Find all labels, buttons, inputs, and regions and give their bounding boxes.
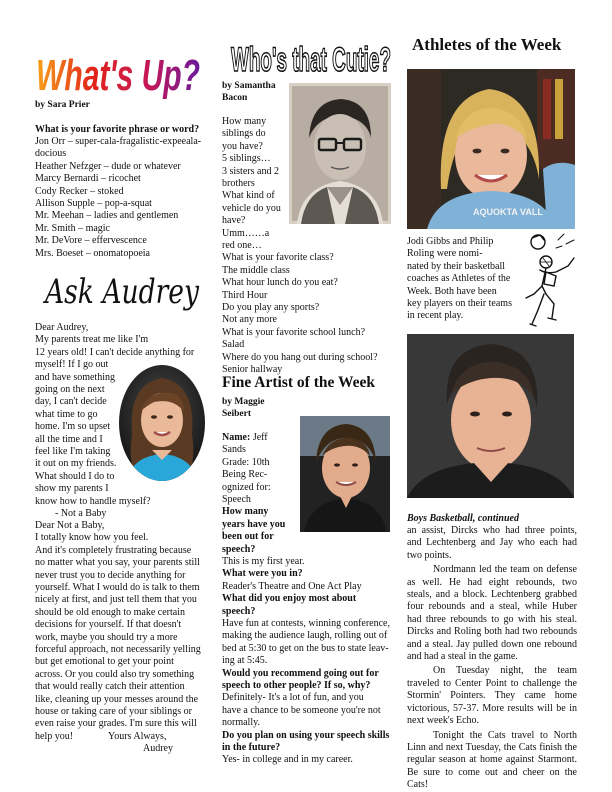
basketball-paragraph: an assist, Dircks who had three points, and Lechtenberg and Jay who each had two points. bbox=[407, 525, 577, 561]
letter-line: 12 years old! I can't decide anything for bbox=[35, 346, 195, 358]
letter-line: feel like I'm taking bbox=[35, 446, 111, 457]
answer-line: Mr. Meehan – ladies and gentlemen bbox=[35, 210, 179, 222]
fine-artist-line: This is my first year. bbox=[222, 556, 305, 567]
reply-line: house or taking care of your siblings or bbox=[35, 706, 192, 717]
cutie-byline-2: Bacon bbox=[222, 93, 248, 103]
fine-artist-line: Being Rec- bbox=[222, 469, 268, 481]
reply-line: even raise your grades. I'm sure this will bbox=[35, 718, 197, 730]
fine-artist-line: Reader's Theatre and One Act Play bbox=[222, 580, 362, 592]
fine-artist-line: Yes- in college and in my career. bbox=[222, 754, 353, 766]
reply-line: should be old enough to make certain bbox=[35, 606, 185, 618]
caption-line: nated by their basketball bbox=[407, 260, 506, 272]
reply-line: but get emotional to get your point bbox=[35, 656, 174, 668]
cutie-title-art bbox=[229, 33, 394, 81]
cutie-line: Third Hour bbox=[222, 289, 268, 301]
letter-line: My parents treat me like I'm bbox=[35, 334, 149, 346]
letter-line: myself! If I go out bbox=[35, 359, 109, 371]
letter-line: going on the next bbox=[35, 384, 105, 395]
reply-line: nicely at first, and just tell them that you bbox=[35, 594, 197, 606]
answer-line: Mr. Smith – magic bbox=[35, 222, 110, 234]
caption-line: in recent play. bbox=[407, 310, 464, 322]
fine-artist-line: Grade: 10th bbox=[222, 456, 270, 468]
fine-artist-line: ing at 5:45. bbox=[222, 655, 268, 667]
letter-line: home. I'm so upset bbox=[35, 421, 111, 433]
cutie-title: Who's that Cutie? bbox=[231, 41, 391, 79]
answer-line: Heather Nefzger – dude or whatever bbox=[35, 160, 181, 172]
letter-line: and have something bbox=[35, 371, 115, 383]
basketball-paragraph: Nordmann led the team on defense as well. He had eight rebounds, two steals, and a block. Lechtenberg grabbed four rebounds and a steal, while Huber had three rebounds to go with his steal. Dircks and Roling both had two rebounds and a steal. Jay pulled down one rebound and had a steal in the game. bbox=[407, 564, 577, 663]
letter-line: it out on my friends. bbox=[35, 458, 117, 470]
reply-line: forceful approach, not necessarily yelling bbox=[35, 644, 201, 655]
cutie-line: have? bbox=[222, 215, 246, 227]
whats-up-title: What's Up? bbox=[36, 51, 200, 100]
letter-line: day, I can't decide bbox=[35, 396, 107, 408]
audrey-signature: Audrey bbox=[143, 743, 173, 754]
caption-line: coaches as Athletes of the bbox=[407, 273, 511, 285]
audrey-photo bbox=[118, 364, 206, 482]
fine-artist-question: What were you in? bbox=[222, 568, 303, 580]
cutie-line: What kind of bbox=[222, 190, 275, 202]
fine-artist-line: normally. bbox=[222, 717, 260, 729]
cutie-byline: by Samantha bbox=[222, 81, 276, 91]
letter-signature: - Not a Baby bbox=[55, 508, 107, 519]
fine-artist-question: How many bbox=[222, 506, 269, 518]
cutie-line: How many bbox=[222, 116, 267, 127]
fine-artist-line: Sands bbox=[222, 444, 246, 456]
ask-audrey-title: Ask Audrey bbox=[43, 272, 200, 312]
name-value: Jeff bbox=[252, 432, 268, 443]
answer-line: Marcy Bernardi – ricochet bbox=[35, 173, 141, 185]
answer-line: Cody Recker – stoked bbox=[35, 185, 124, 197]
fine-artist-question: been out for bbox=[222, 531, 274, 543]
cutie-line: What is your favorite school lunch? bbox=[222, 326, 366, 338]
fine-artist-line: have a chance to be someone you're not bbox=[222, 704, 381, 716]
reply-line: never trust you to decide anything for bbox=[35, 569, 186, 581]
reply-line: I totally know how you feel. bbox=[35, 532, 149, 544]
cutie-photo bbox=[289, 83, 391, 224]
athlete-boy-photo bbox=[407, 334, 574, 498]
answer-line: Mrs. Boeset – onomatopoeia bbox=[35, 247, 150, 259]
cutie-line: Senior hallway bbox=[222, 364, 283, 375]
fine-artist-question: Do you plan on using your speech skills bbox=[222, 729, 390, 741]
reply-line: like, cleaning up your messes around the bbox=[35, 693, 199, 705]
letter-line: know how to handle myself? bbox=[35, 495, 151, 507]
audrey-signoff: Yours Always, bbox=[108, 731, 167, 742]
reply-line: Dear Not a Baby, bbox=[35, 520, 105, 531]
whats-up-byline: by Sara Prier bbox=[35, 100, 90, 110]
fine-artist-photo bbox=[300, 416, 390, 532]
fine-artist-question: in the future? bbox=[222, 742, 281, 753]
cutie-line: 3 sisters and 2 bbox=[222, 165, 279, 177]
fine-artist-line: ognized for: bbox=[222, 481, 271, 493]
ask-audrey-title-art bbox=[43, 265, 203, 317]
basketball-player-clipart bbox=[516, 232, 578, 328]
fine-artist-question: What did you enjoy most about bbox=[222, 593, 357, 605]
cutie-line: What hour lunch do you eat? bbox=[222, 277, 338, 289]
basketball-paragraph: On Tuesday night, the team traveled to Center Point to challenge the Stormin' Pointers. They came home victorious, 57-37. More results will be in next week's Echo. bbox=[407, 665, 577, 727]
fine-artist-question: Would you recommend going out for bbox=[222, 667, 379, 679]
cutie-line: The middle class bbox=[222, 264, 290, 276]
fine-artist-byline: by Maggie bbox=[222, 397, 265, 407]
basketball-article bbox=[407, 525, 577, 792]
fine-artist-line: Definitely- It's a lot of fun, and you bbox=[222, 692, 364, 704]
cutie-line: Umm……a bbox=[222, 227, 270, 239]
fine-artist-line: Speech bbox=[222, 494, 251, 505]
reply-line: And it's completely frustrating because bbox=[35, 544, 192, 556]
fine-artist-name-line bbox=[222, 432, 268, 444]
fine-artist-title: Fine Artist of the Week bbox=[222, 374, 375, 391]
cutie-line: Do you play any sports? bbox=[222, 302, 320, 313]
cutie-line: you have? bbox=[222, 140, 263, 152]
reply-line: decisions for yourself. If that doesn't bbox=[35, 619, 182, 631]
fine-artist-question: speech to other people? If so, why? bbox=[222, 680, 371, 691]
fine-artist-question: years have you bbox=[222, 518, 286, 530]
answer-line: docious bbox=[35, 148, 67, 160]
whats-up-title-art bbox=[34, 44, 204, 104]
letter-line: what time to go bbox=[35, 408, 98, 420]
letter-line: What should I do to bbox=[35, 470, 115, 482]
fine-artist-line: making the audience laugh, rolling out of bbox=[222, 630, 388, 642]
reply-line: work, maybe you should try a more bbox=[35, 631, 178, 643]
cutie-line: Salad bbox=[222, 339, 245, 351]
caption-line: Jodi Gibbs and Philip bbox=[407, 236, 494, 247]
cutie-line: Where do you hang out during school? bbox=[222, 351, 378, 363]
cutie-line: Not any more bbox=[222, 314, 277, 326]
reply-line: no matter what you say, your parents still bbox=[35, 557, 200, 569]
cutie-line: siblings do bbox=[222, 128, 266, 140]
caption-line: Roling were nomi- bbox=[407, 248, 483, 260]
fine-artist-line: bed at 5:30 to get on the bus to state leav- bbox=[222, 642, 389, 654]
basketball-paragraph: Tonight the Cats travel to North Linn and next Tuesday, the Cats finish the regular season at home against Starmont. Be sure to come out and cheer on the Cats! bbox=[407, 729, 577, 791]
fine-artist-line: Have fun at contests, winning conference, bbox=[222, 618, 390, 629]
answer-line: Allison Supple – pop-a-squat bbox=[35, 198, 152, 209]
whats-up-question: What is your favorite phrase or word? bbox=[35, 124, 200, 135]
cutie-line: 5 siblings… bbox=[222, 153, 271, 165]
cutie-line: What is your favorite class? bbox=[222, 252, 334, 264]
letter-line: all the time and I bbox=[35, 433, 103, 445]
reply-line: help you! bbox=[35, 730, 74, 742]
cutie-line: vehicle do you bbox=[222, 202, 281, 214]
reply-line: that would really catch their attention bbox=[35, 681, 185, 693]
cutie-line: red one… bbox=[222, 240, 262, 251]
cutie-line: brothers bbox=[222, 178, 255, 189]
caption-line: key players on their teams bbox=[407, 298, 512, 309]
fine-artist-question: speech? bbox=[222, 543, 256, 555]
fine-artist-question: speech? bbox=[222, 605, 256, 617]
jersey-text: AQUOKTA VALL bbox=[473, 207, 543, 217]
athletes-title: Athletes of the Week bbox=[412, 35, 562, 54]
fine-artist-byline-2: Seibert bbox=[222, 409, 252, 419]
reply-line: yourself. What I would do is talk to them bbox=[35, 582, 200, 593]
caption-line: Week. Both have been bbox=[407, 285, 497, 297]
answer-line: Mr. DeVore – effervescence bbox=[35, 235, 147, 247]
letter-line: show my parents I bbox=[35, 483, 109, 495]
athlete-girl-photo bbox=[407, 69, 575, 229]
reply-line: across. Or you could also try something bbox=[35, 668, 195, 680]
answer-line: Jon Orr – super-cala-fragalistic-expeeala- bbox=[35, 136, 202, 147]
name-label: Name: bbox=[222, 432, 253, 443]
letter-line: Dear Audrey, bbox=[35, 322, 89, 333]
basketball-heading: Boys Basketball, continued bbox=[407, 513, 519, 524]
